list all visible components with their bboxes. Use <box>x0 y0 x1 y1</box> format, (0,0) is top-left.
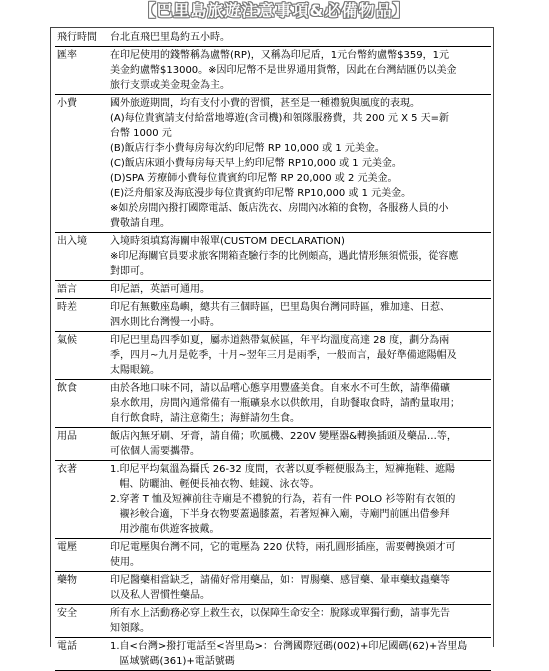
row-label: 衣著 <box>55 461 107 539</box>
row-value-line: 印尼語，英語可通用。 <box>110 284 210 295</box>
table-row <box>55 233 491 281</box>
row-value-line: 知領隊。 <box>110 623 150 634</box>
table-row <box>55 281 491 299</box>
row-label: 藥物 <box>55 572 107 605</box>
table-row <box>55 332 491 380</box>
row-value-line: 1.自<台灣>撥打電話至<峇里島>：台灣國際冠碼(002)+印尼國碼(62)+峇里島 <box>110 641 468 652</box>
row-value-line: 在印尼使用的錢幣稱為盧幣(RP)，又稱為印尼盾，1元台幣約盧幣$359，1元 <box>110 50 449 61</box>
row-value-line: 由於各地口味不同，請以品嚐心態享用豐盛美食。自來水不可生飲，請準備礦 <box>110 383 450 394</box>
row-label: 小費 <box>55 95 107 233</box>
row-value-line: 印尼巴里島四季如夏，屬赤道熱帶氣候區，年平均溫度高達 28 度，劃分為兩 <box>110 335 450 346</box>
row-value <box>107 572 491 605</box>
row-value-line: 自行飲食時，請注意衛生；海鮮請勿生食。 <box>110 413 300 424</box>
row-label: 出入境 <box>55 233 107 281</box>
title-bar <box>0 0 549 26</box>
row-value-line: 台北直飛巴里島約五小時。 <box>110 32 230 43</box>
row-value <box>107 233 491 281</box>
row-value-line: 以及私人習慣性藥品。 <box>110 590 210 601</box>
row-value-line: (E)泛舟船家及海底漫步每位貴賓約印尼幣 RP10,000 或 1 元美金。 <box>110 188 412 199</box>
row-value <box>107 47 491 95</box>
row-value-line: 入境時須填寫海關申報單(CUSTOM DECLARATION) <box>110 236 345 247</box>
row-value-line: 泉水飲用，房間內通常備有一瓶礦泉水以供飲用，自助餐取食時，請酌量取用； <box>110 398 460 409</box>
row-value-line: 印尼電壓與台灣不同，它的電壓為 220 伏特，兩孔圓形插座，需要轉換頭才可 <box>110 542 456 553</box>
row-value <box>107 461 491 539</box>
row-value-line: 太陽眼鏡。 <box>110 365 160 376</box>
row-value-line: 飯店內無牙刷、牙膏，請自備；吹風機、220V 變壓器&轉換插頭及藥品…等， <box>110 431 457 442</box>
row-value-line: (D)SPA 芳療師小費每位貴賓約印尼幣 RP 20,000 或 2 元美金。 <box>110 173 398 184</box>
row-value <box>107 638 491 671</box>
row-value <box>107 299 491 332</box>
row-label: 語言 <box>55 281 107 299</box>
info-table <box>55 29 491 671</box>
row-label: 飲食 <box>55 380 107 428</box>
table-row <box>55 638 491 671</box>
table-row <box>55 95 491 233</box>
row-value <box>107 95 491 233</box>
table-row <box>55 428 491 461</box>
row-value-line: 季，四月~九月是乾季，十月~翌年三月是雨季，一般而言，最好準備遮陽帽及 <box>110 350 457 361</box>
table-row <box>55 539 491 572</box>
row-value-line: 美金約盧幣$13000。※因印尼幣不是世界通用貨幣，因此在台灣結匯仍以美金 <box>110 65 457 76</box>
row-label: 時差 <box>55 299 107 332</box>
row-value-line: 對即可。 <box>110 266 150 277</box>
row-value-line: ※如於房間內撥打國際電話、飯店洗衣、房間內冰箱的食物，各服務人員的小 <box>110 203 449 214</box>
row-value <box>107 281 491 299</box>
row-value-line: ※印尼海關官員要求旅客開箱查驗行李的比例頗高，遇此情形無須慌張，從容應 <box>110 251 459 262</box>
row-value <box>107 428 491 461</box>
row-value <box>107 29 491 47</box>
row-label: 用品 <box>55 428 107 461</box>
row-value-line: 帽、防曬油、輕便長袖衣物、蛙鏡、泳衣等。 <box>110 479 320 490</box>
row-label: 電話 <box>55 638 107 671</box>
row-value-line: 襯衫較合適，下半身衣物要蓋過膝蓋，若著短褲入廟，寺廟門前匯出借參拜 <box>110 509 450 520</box>
table-row <box>55 47 491 95</box>
row-value-line: 用沙龍布供遊客披戴。 <box>110 524 220 535</box>
row-value-line: (A)每位貴賓請支付給當地導遊(含司機)和領隊服務費，共 200 元 X 5 天=新 <box>110 113 450 124</box>
row-value-line: 所有水上活動務必穿上救生衣，以保障生命安全：脫隊或單獨行動，請事先告 <box>110 608 450 619</box>
row-value <box>107 332 491 380</box>
row-value-line: 2.穿著 T 恤及短褲前往寺廟是不禮貌的行為，若有一件 POLO 衫等附有衣領的 <box>110 494 456 505</box>
row-value-line: 1.印尼平均氣溫為攝氏 26-32 度間，衣著以夏季輕便服為主，短褲拖鞋、遮陽 <box>110 464 455 475</box>
row-label: 安全 <box>55 605 107 638</box>
row-label: 電壓 <box>55 539 107 572</box>
row-value <box>107 605 491 638</box>
row-value-line: 區域號碼(361)+電話號碼 <box>110 656 235 667</box>
row-value-line: 印尼醫藥相當缺乏，請備好常用藥品，如：胃腸藥、感冒藥、暈車藥蚊蟲藥等 <box>110 575 450 586</box>
row-value-line: 旅行支票或美金現金為主。 <box>110 80 230 91</box>
row-value-line: 台幣 1000 元 <box>110 128 172 139</box>
row-label: 匯率 <box>55 47 107 95</box>
table-row <box>55 461 491 539</box>
table-row <box>55 605 491 638</box>
table-row <box>55 572 491 605</box>
table-row <box>55 299 491 332</box>
row-value-line: 印尼有無數座島嶼，總共有三個時區，巴里島與台灣同時區，雅加達、日惹、 <box>110 302 450 313</box>
table-row <box>55 29 491 47</box>
row-value-line: 使用。 <box>110 557 140 568</box>
row-value <box>107 539 491 572</box>
row-value-line: 國外旅遊期間，均有支付小費的習慣，甚至是一種禮貌與風度的表現。 <box>110 98 420 109</box>
row-value <box>107 380 491 428</box>
row-value-line: (B)飯店行李小費每房每次約印尼幣 RP 10,000 或 1 元美金。 <box>110 143 385 154</box>
row-value-line: 泗水則比台灣慢一小時。 <box>110 317 220 328</box>
row-label: 氣候 <box>55 332 107 380</box>
row-label: 飛行時間 <box>55 29 107 47</box>
row-value-line: 可依個人需要攜帶。 <box>110 446 200 457</box>
table-row <box>55 380 491 428</box>
page-title: 【巴里島旅遊注意事項&必備物品】 <box>139 1 410 20</box>
row-value-line: (C)飯店床頭小費每房每天早上約印尼幣 RP10,000 或 1 元美金。 <box>110 158 402 169</box>
row-value-line: 費敬請自理。 <box>110 218 170 229</box>
